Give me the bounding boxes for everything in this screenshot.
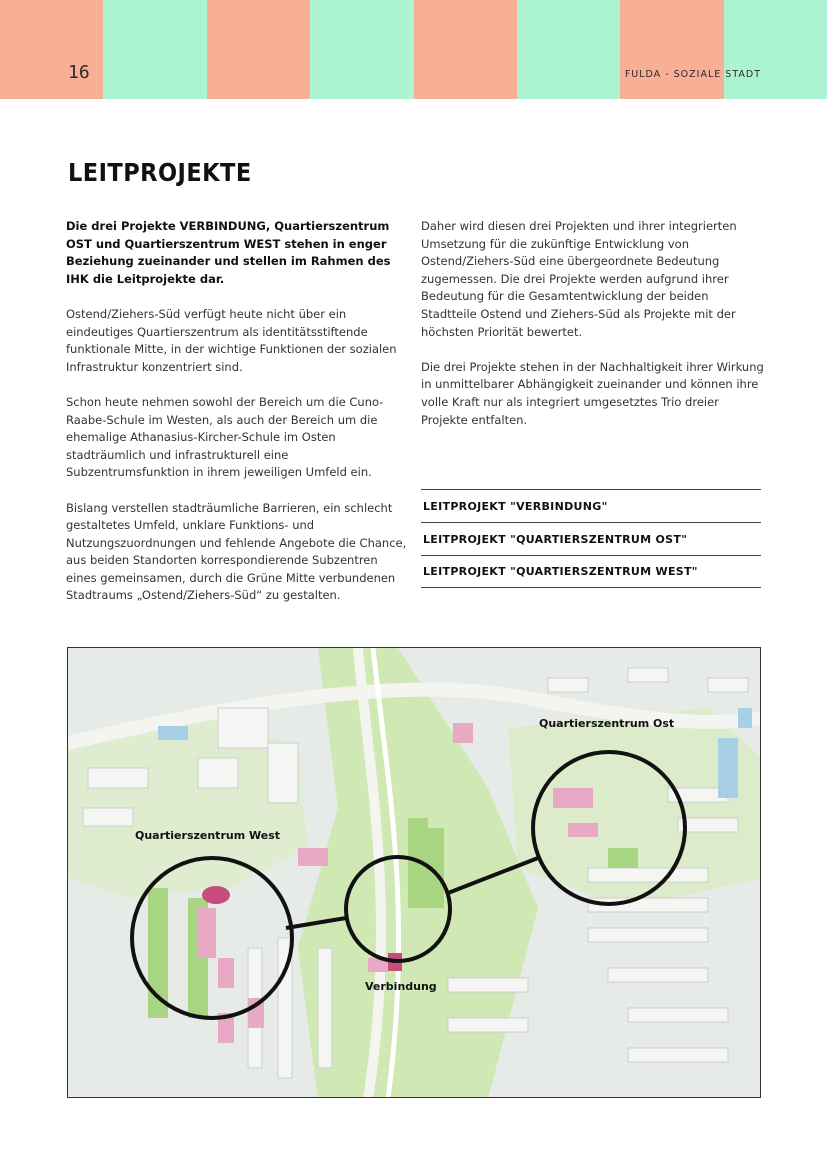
left-text-column bbox=[66, 218, 411, 623]
band-block bbox=[620, 0, 723, 99]
paragraph: Daher wird diesen drei Projekten und ihrer integrierten Umsetzung für die zukünftige Entwicklung von Ostend/Ziehers-Süd eine übergeordnete Bedeutung zugemessen. Die drei Projekte werden aufgrund ihrer Bedeutung für die Gesamtentwicklung der beiden Stadtteile Ostend und Ziehers-Süd als Projekte mit der höchsten Priorität bewertet. bbox=[421, 219, 737, 339]
header-color-band bbox=[0, 0, 827, 99]
band-block bbox=[310, 0, 413, 99]
paragraph: Die drei Projekte stehen in der Nachhaltigkeit ihrer Wirkung in unmittelbarer Abhängigkeit zueinander und können ihre volle Kraft nur als integriert umgesetztes Trio dreier Projekte entfalten. bbox=[421, 359, 764, 427]
lead-paragraph: Die drei Projekte VERBINDUNG, Quartierszentrum OST und Quartierszentrum WEST stehen in enger Beziehung zueinander und stellen im Rahmen des IHK die Leitprojekte dar. bbox=[66, 219, 391, 286]
site-map bbox=[67, 647, 761, 1098]
band-block bbox=[207, 0, 310, 99]
band-block bbox=[517, 0, 620, 99]
right-text-column bbox=[421, 218, 766, 447]
label-quartierszentrum-ost: Quartierszentrum Ost bbox=[539, 717, 675, 730]
label-quartierszentrum-west: Quartierszentrum West bbox=[135, 829, 280, 842]
leitprojekt-list bbox=[421, 489, 761, 588]
paragraph: Ostend/Ziehers-Süd verfügt heute nicht über ein eindeutiges Quartierszentrum als identitätsstiftende funktionale Mitte, in der wichtige Funktionen der sozialen Infrastruktur konzentriert sind. bbox=[66, 306, 397, 374]
page-heading: LEITPROJEKTE bbox=[68, 158, 252, 187]
band-block bbox=[724, 0, 827, 99]
leitprojekt-quartierszentrum-ost[interactable]: LEITPROJEKT "QUARTIERSZENTRUM OST" bbox=[421, 522, 761, 555]
label-verbindung: Verbindung bbox=[365, 980, 437, 993]
band-block bbox=[0, 0, 103, 99]
leitprojekt-quartierszentrum-west[interactable]: LEITPROJEKT "QUARTIERSZENTRUM WEST" bbox=[421, 555, 761, 588]
band-block bbox=[414, 0, 517, 99]
band-block bbox=[103, 0, 206, 99]
map-graphic bbox=[68, 648, 761, 1098]
leitprojekt-verbindung[interactable]: LEITPROJEKT "VERBINDUNG" bbox=[421, 489, 761, 522]
paragraph: Bislang verstellen stadträumliche Barrieren, ein schlecht gestaltetes Umfeld, unklare Funktions- und Nutzungszuordnungen und fehlende Angebote die Chance, aus beiden Standorten korrespondierende Subzentren eines gemeinsamen, durch die Grüne Mitte verbundenen Stadtraums „Ostend/Ziehers-Süd“ zu gestalten. bbox=[66, 500, 407, 603]
document-title: FULDA - SOZIALE STADT bbox=[624, 69, 761, 80]
paragraph: Schon heute nehmen sowohl der Bereich um die Cuno-Raabe-Schule im Westen, als auch der Bereich um die ehemalige Athanasius-Kircher-Schule im Osten stadträumlich und infrastrukturell eine Subzentrumsfunktion in ihrem jeweiligen Umfeld ein. bbox=[66, 394, 384, 480]
page-number: 16 bbox=[68, 62, 90, 83]
